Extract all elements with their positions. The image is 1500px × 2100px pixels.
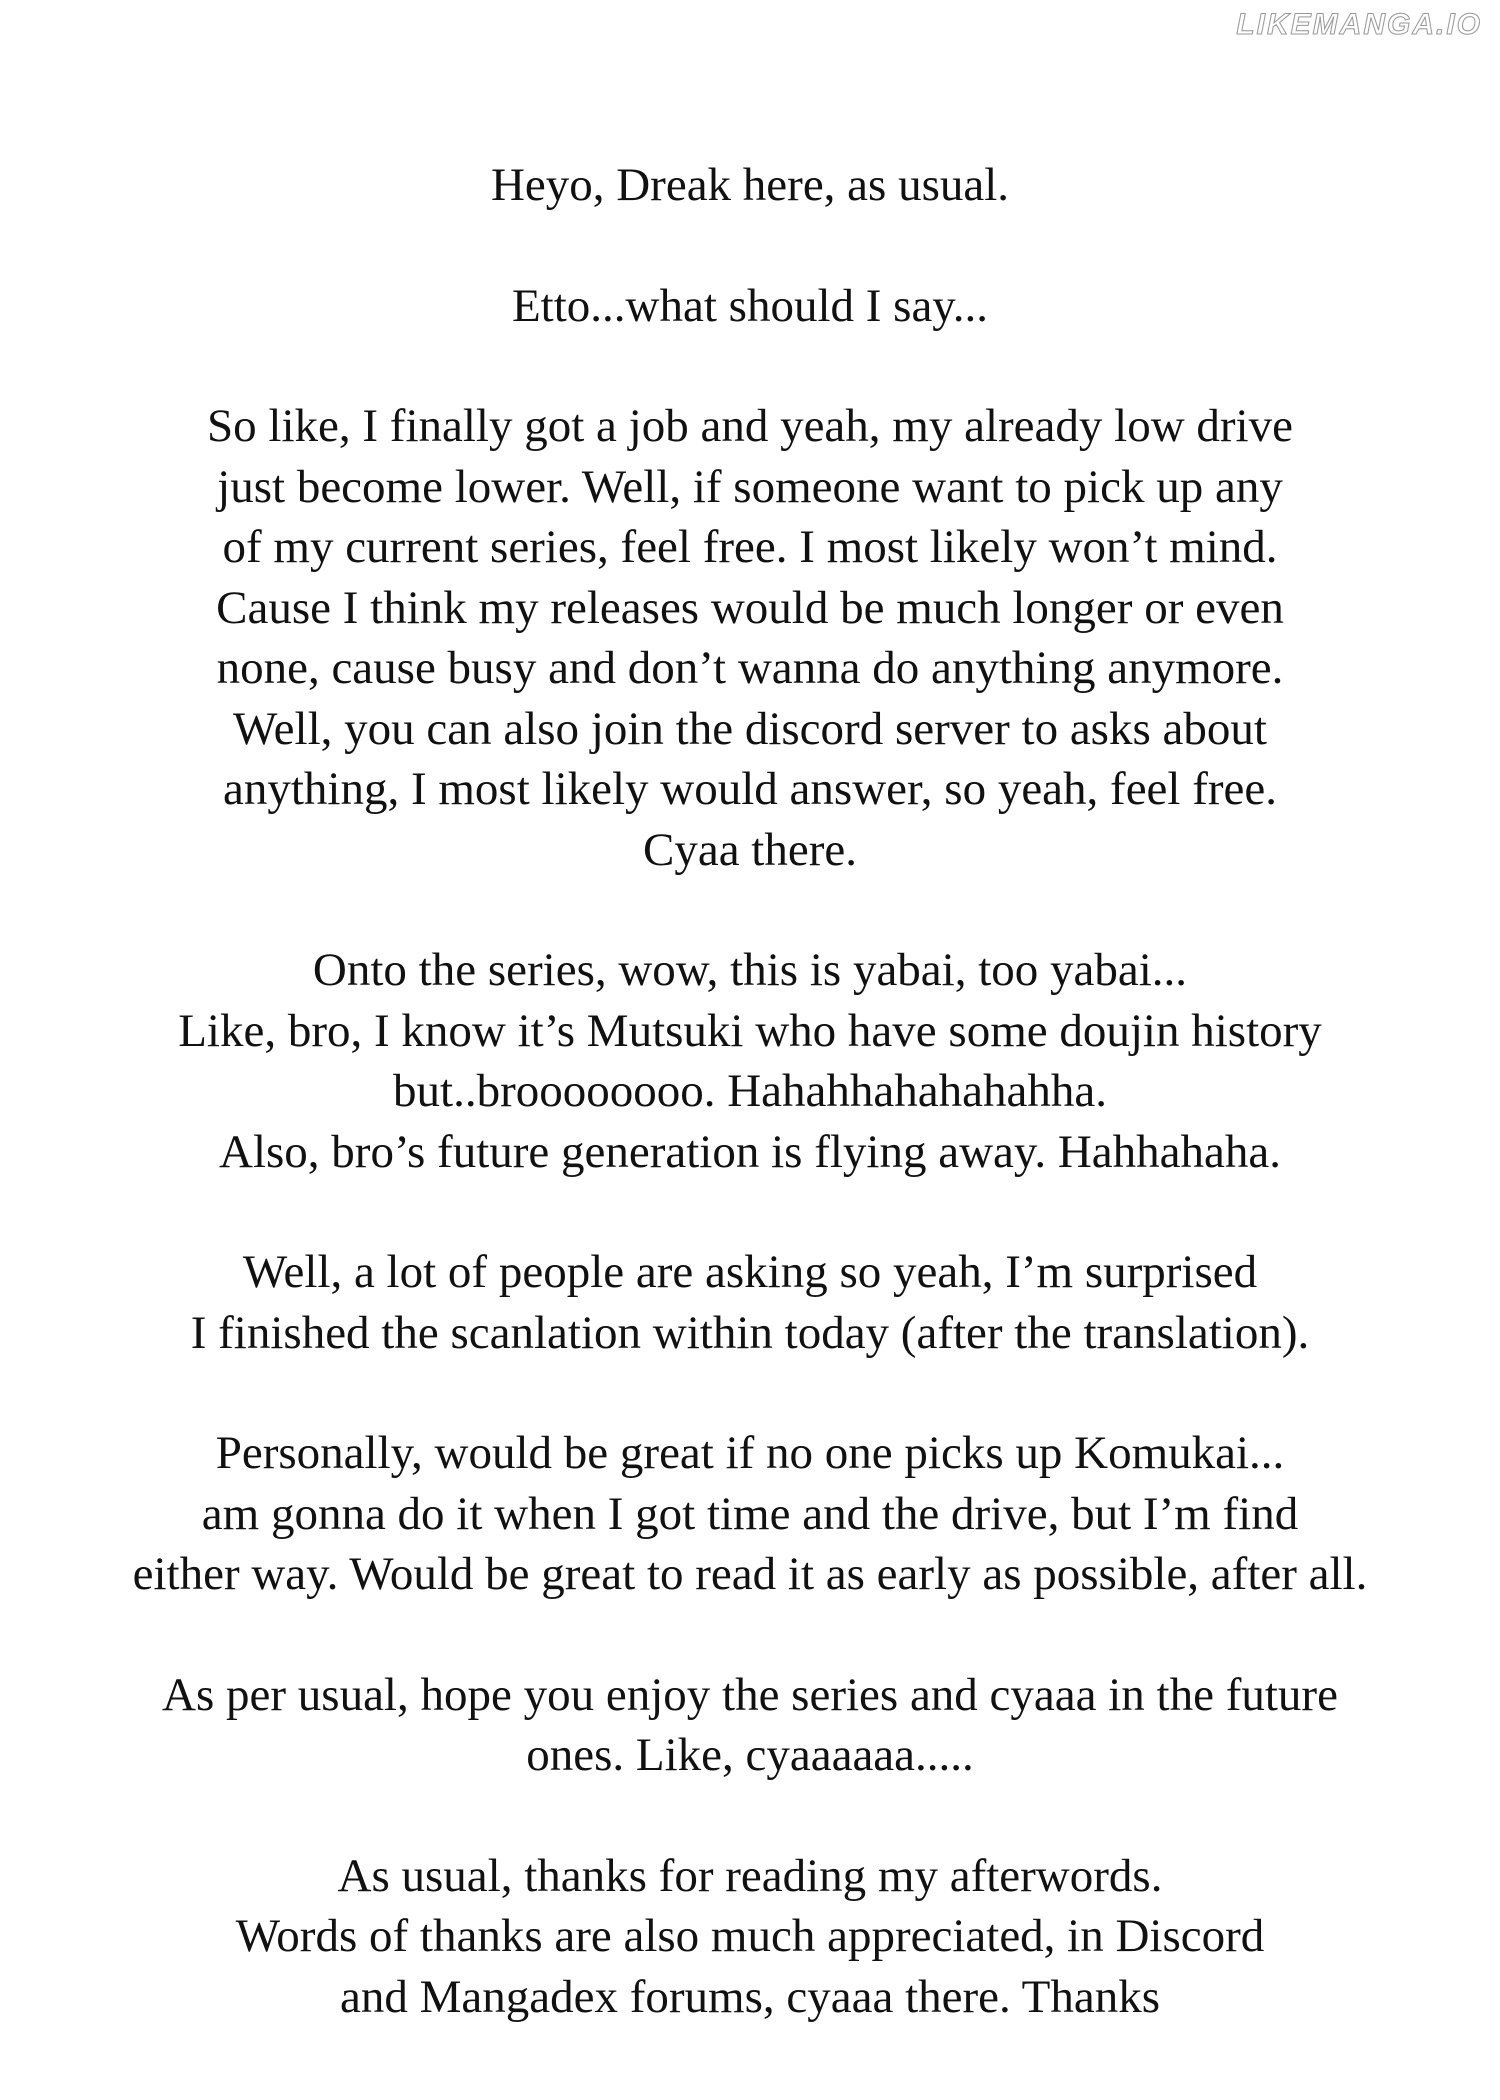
text-line: ones. Like, cyaaaaaa..... xyxy=(526,1729,974,1781)
text-line: Well, you can also join the discord server to asks about xyxy=(233,702,1267,755)
paragraph-greeting xyxy=(0,155,1500,216)
text-line: Personally, would be great if no one picks up Komukai... xyxy=(215,1427,1285,1479)
paragraph-komukai xyxy=(0,1423,1500,1605)
text-line: none, cause busy and don’t wanna do anything anymore. xyxy=(216,642,1284,694)
paragraph-enjoy xyxy=(0,1665,1500,1786)
text-line: As usual, thanks for reading my afterwords. xyxy=(337,1849,1163,1902)
paragraph-etto xyxy=(0,276,1500,337)
text-line: anything, I most likely would answer, so yeah, feel free. xyxy=(222,763,1277,815)
paragraph-surprised xyxy=(0,1242,1500,1363)
text-line: As per usual, hope you enjoy the series and cyaaa in the future xyxy=(162,1668,1338,1721)
text-line: but..broooooooo. Hahahhahahahahha. xyxy=(393,1065,1107,1117)
paragraph-job-update xyxy=(0,396,1500,880)
text-line: Cause I think my releases would be much longer or even xyxy=(216,581,1284,634)
text-line: Heyo, Dreak here, as usual. xyxy=(490,159,1010,211)
text-line: either way. Would be great to read it as early as possible, after all. xyxy=(132,1548,1368,1600)
text-line: Words of thanks are also much appreciated, in Discord xyxy=(235,1910,1265,1962)
text-line: Etto...what should I say... xyxy=(511,279,989,332)
text-line: Also, bro’s future generation is flying away. Hahhahaha. xyxy=(219,1125,1281,1178)
text-line: Cyaa there. xyxy=(642,823,857,876)
afterword-text xyxy=(0,155,1500,2087)
site-watermark: LIKEMANGA.IO xyxy=(1236,8,1482,41)
text-line: Like, bro, I know it’s Mutsuki who have some doujin history xyxy=(178,1004,1322,1057)
text-line: of my current series, feel free. I most likely won’t mind. xyxy=(222,521,1278,573)
text-line: am gonna do it when I got time and the drive, but I’m find xyxy=(201,1487,1299,1540)
paragraph-series xyxy=(0,940,1500,1182)
text-line: and Mangadex forums, cyaaa there. Thanks xyxy=(339,1970,1161,2023)
text-line: Onto the series, wow, this is yabai, too yabai... xyxy=(312,944,1188,996)
text-line: just become lower. Well, if someone want to pick up any xyxy=(217,460,1283,513)
paragraph-thanks xyxy=(0,1846,1500,2028)
text-line: So like, I finally got a job and yeah, my already low drive xyxy=(207,400,1293,452)
text-line: Well, a lot of people are asking so yeah, I’m surprised xyxy=(242,1246,1258,1298)
text-line: I finished the scanlation within today (after the translation). xyxy=(190,1306,1310,1359)
